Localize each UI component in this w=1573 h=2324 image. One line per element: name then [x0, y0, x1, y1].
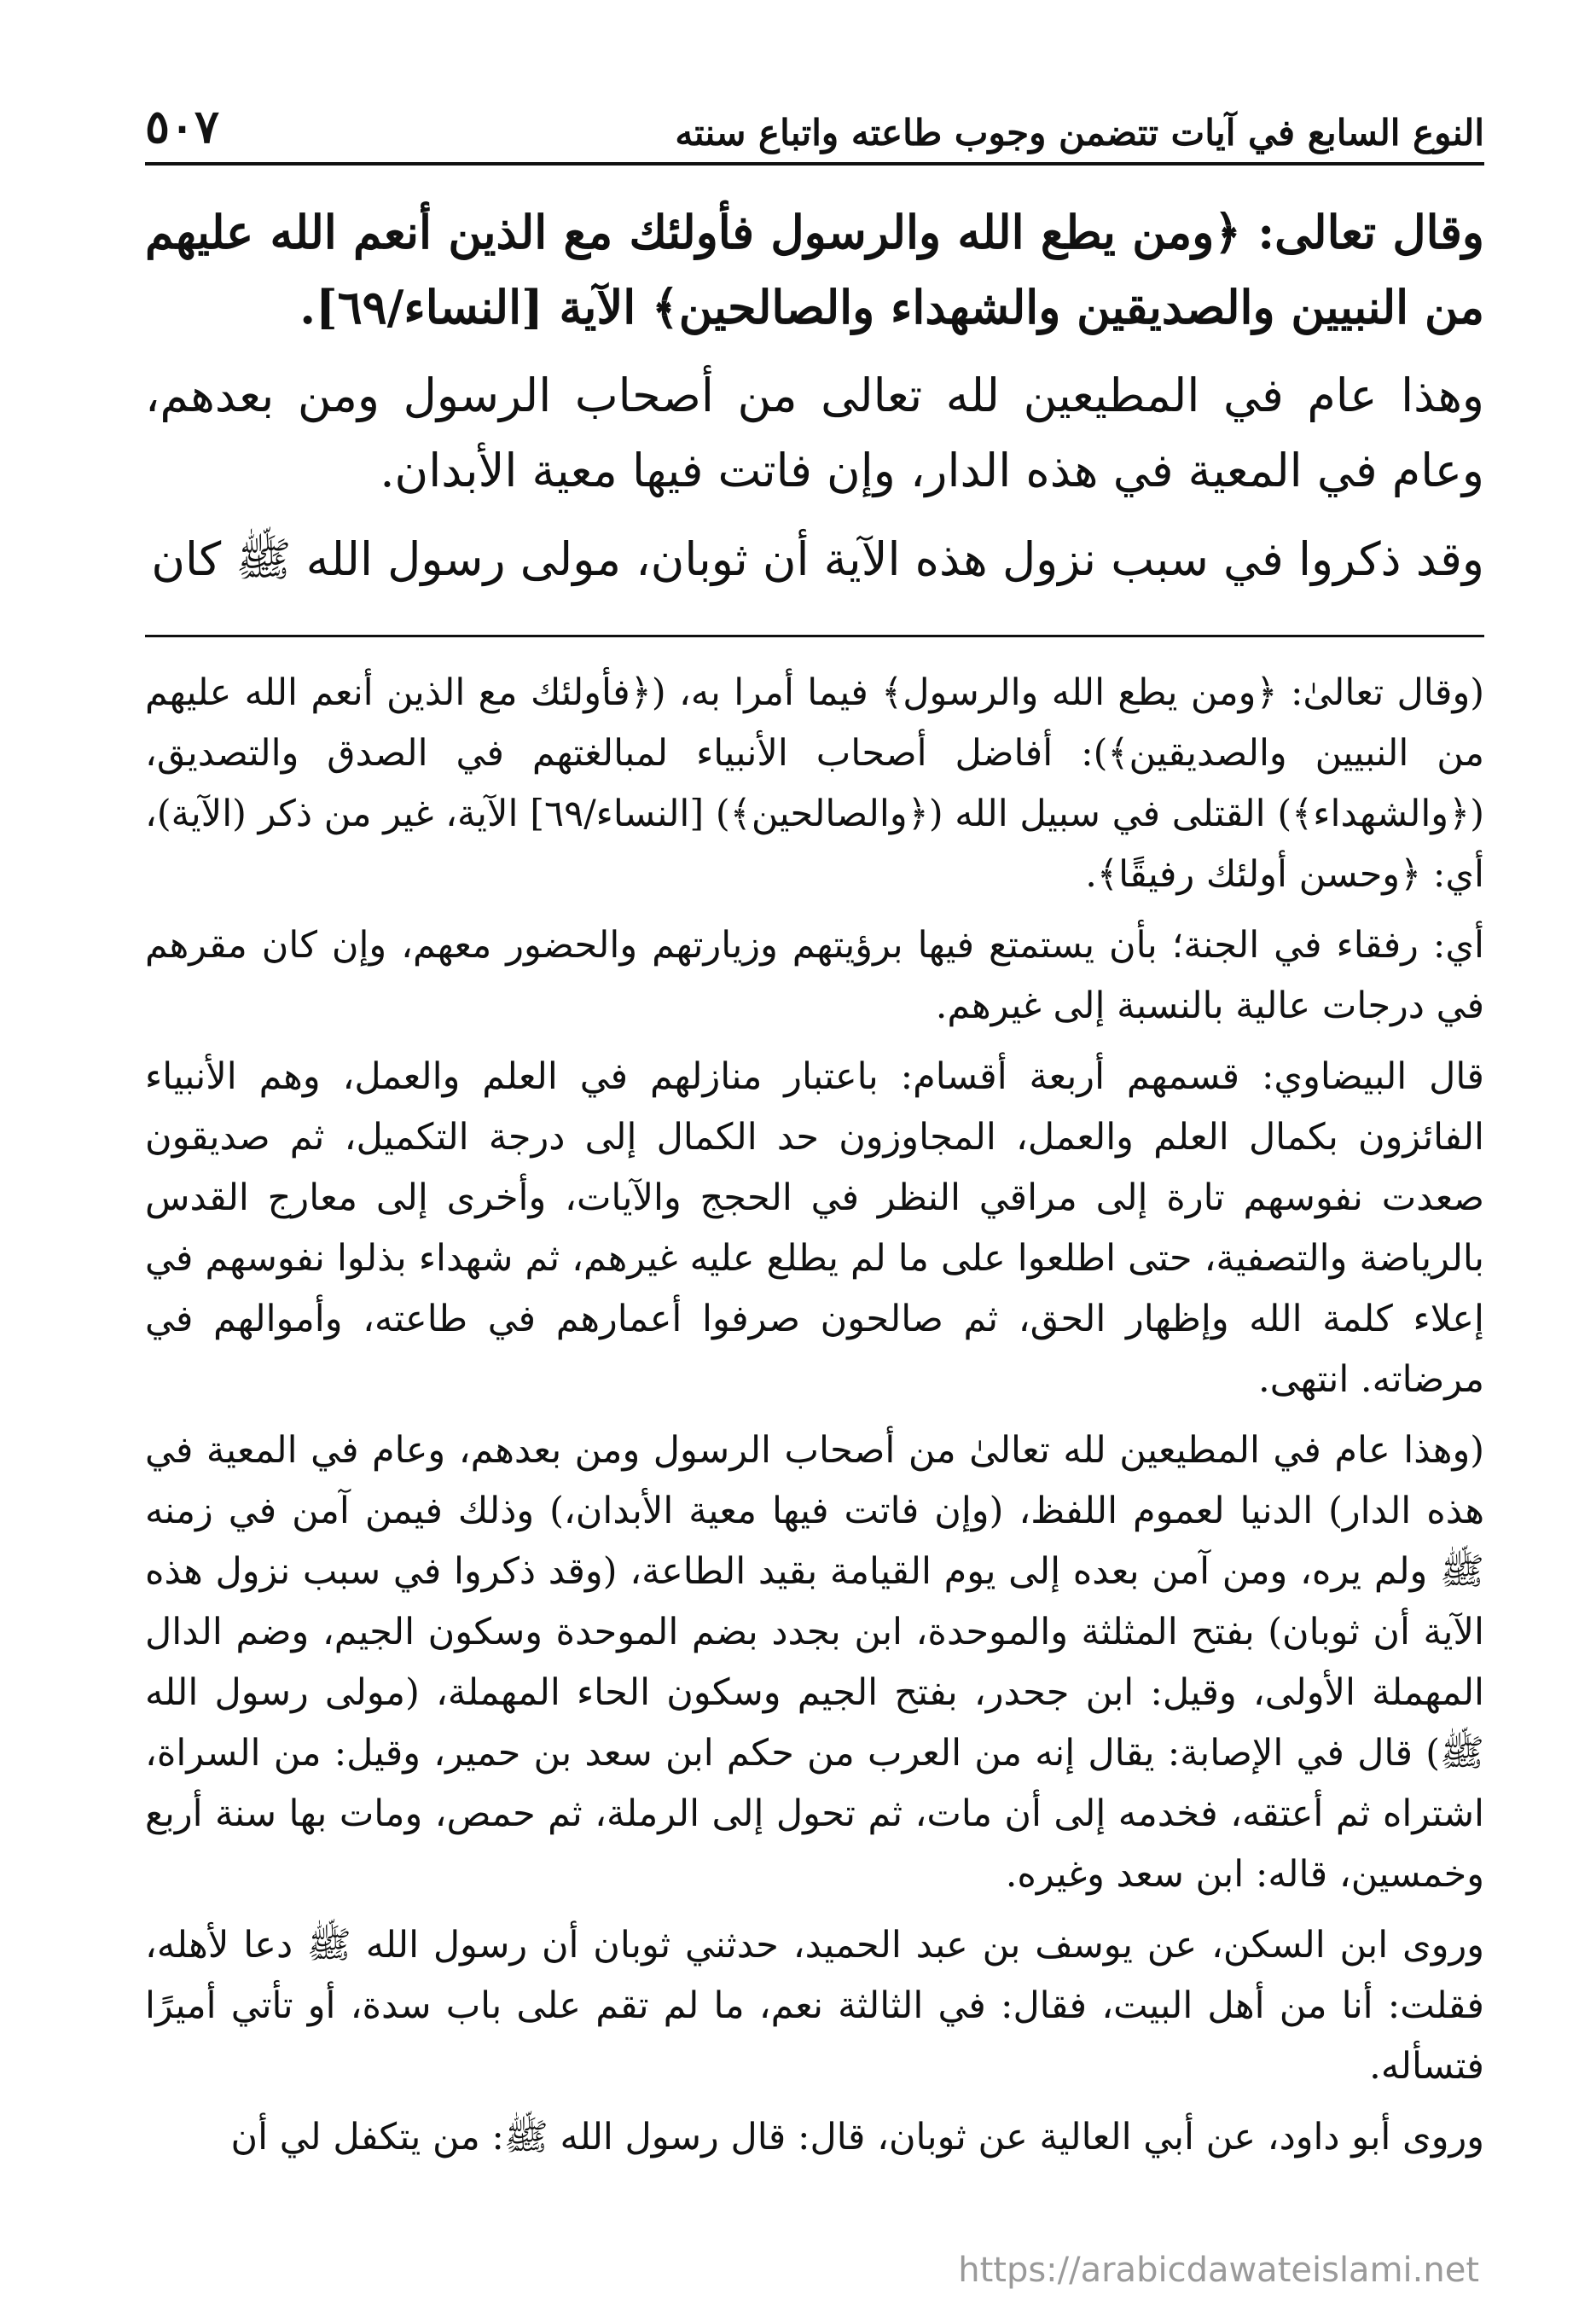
page-number: ٥٠٧	[145, 99, 220, 154]
running-title: النوع السابع في آيات تتضمن وجوب طاعته واتباع سنته	[675, 112, 1484, 154]
commentary-paragraph: قال البيضاوي: قسمهم أربعة أقسام: باعتبار منازلهم في العلم والعمل، وهم الأنبياء الفائزون بكمال العلم والعمل، المجاوزون حد الكمال إلى درجة التكميل، ثم صديقون صعدت نفوسهم تارة إلى مراقي النظر في الحجج والآيات، وأخرى إلى معارج القدس بالرياضة والتصفية، حتى اطلعوا على ما لم يطلع عليه غيرهم، ثم شهداء بذلوا نفوسهم في إعلاء كلمة الله وإظهار الحق، ثم صالحون صرفوا أعمارهم في طاعته، وأموالهم في مرضاته. انتهى.	[145, 1055, 1484, 1401]
main-text	[145, 195, 1484, 597]
commentary-paragraph: (وقال تعالىٰ: ﴿ومن يطع الله والرسول﴾ فيما أمرا به، (﴿فأولئك مع الذين أنعم الله عليهم من النبيين والصديقين﴾): أفاضل أصحاب الأنبياء لمبالغتهم في الصدق والتصديق، (﴿والشهداء﴾) القتلى في سبيل الله (﴿والصالحين﴾) [النساء/٦٩] الآية، غير من ذكر (الآية)، أي: ﴿وحسن أولئك رفيقًا﴾.	[145, 671, 1484, 896]
main-paragraph: وهذا عام في المطيعين لله تعالى من أصحاب الرسول ومن بعدهم، وعام في المعية في هذه الدار، وإن فاتت فيها معية الأبدان.	[145, 369, 1484, 497]
commentary-paragraph: وروى ابن السكن، عن يوسف بن عبد الحميد، حدثني ثوبان أن رسول الله ﷺ دعا لأهله، فقلت: أنا من أهل البيت، فقال: في الثالثة نعم، ما لم تقم على باب سدة، أو تأتي أميرًا فتسأله.	[145, 1924, 1484, 2088]
book-page	[145, 68, 1484, 2252]
main-paragraph: وقال تعالى: ﴿ومن يطع الله والرسول فأولئك مع الذين أنعم الله عليهم من النبيين والصديقين والشهداء والصالحين﴾ الآية [النساء/٦٩].	[145, 205, 1484, 334]
commentary-text	[145, 663, 1484, 2168]
main-paragraph: وقد ذكروا في سبب نزول هذه الآية أن ثوبان، مولى رسول الله ﷺ كان	[151, 532, 1484, 586]
page-header	[145, 68, 1484, 166]
section-divider	[145, 635, 1484, 637]
commentary-paragraph: وروى أبو داود، عن أبي العالية عن ثوبان، قال: قال رسول الله ﷺ: من يتكفل لي أن	[230, 2116, 1484, 2158]
watermark-url: https://arabicdawateislami.net	[958, 2251, 1479, 2290]
commentary-paragraph: أي: رفقاء في الجنة؛ بأن يستمتع فيها برؤيتهم وزيارتهم والحضور معهم، وإن كان مقرهم في درجات عالية بالنسبة إلى غيرهم.	[145, 924, 1484, 1027]
commentary-paragraph: (وهذا عام في المطيعين لله تعالىٰ من أصحاب الرسول ومن بعدهم، وعام في المعية في هذه الدار) الدنيا لعموم اللفظ، (وإن فاتت فيها معية الأبدان،) وذلك فيمن آمن في زمنه ﷺ ولم يره، ومن آمن بعده إلى يوم القيامة بقيد الطاعة، (وقد ذكروا في سبب نزول هذه الآية أن ثوبان) بفتح المثلثة والموحدة، ابن بجدد بضم الموحدة وسكون الجيم، وضم الدال المهملة الأولى، وقيل: ابن جحدر، بفتح الجيم وسكون الحاء المهملة، (مولى رسول الله ﷺ) قال في الإصابة: يقال إنه من العرب من حكم ابن سعد بن حمير، وقيل: من السراة، اشتراه ثم أعتقه، فخدمه إلى أن مات، ثم تحول إلى الرملة، ثم حمص، ومات بها سنة أربع وخمسين، قاله: ابن سعد وغيره.	[145, 1429, 1484, 1896]
